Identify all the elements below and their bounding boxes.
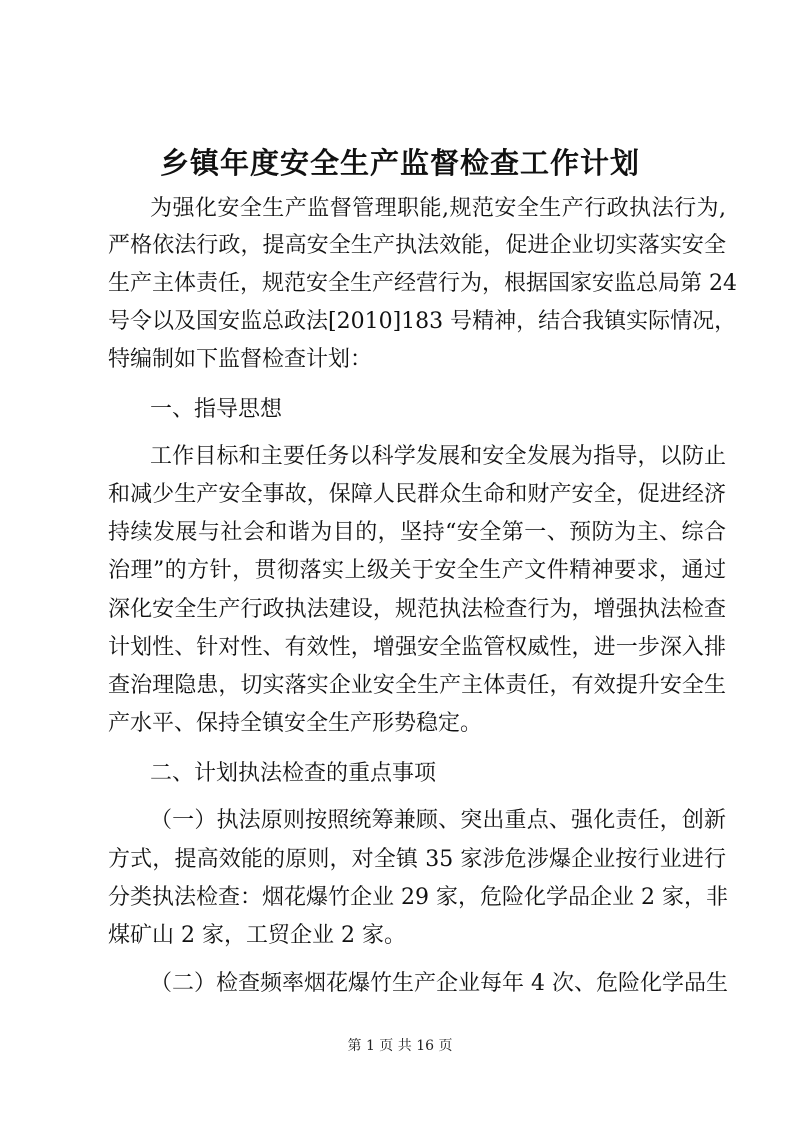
intro-line: 严格依法行政，提高安全生产执法效能，促进企业切实落实安全 xyxy=(108,233,726,258)
heading-2-line: 二、计划执法检查的重点事项 xyxy=(150,761,437,786)
guiding-ideology-line: 产水平、保持全镇安全生产形势稳定。 xyxy=(108,711,483,736)
intro-line: 号令以及国安监总政法[2010]183 号精神，结合我镇实际情况， xyxy=(108,309,737,334)
guiding-ideology-line: 治理”的方针，贯彻落实上级关于安全生产文件精神要求，通过 xyxy=(108,558,726,583)
guiding-ideology-line: 工作目标和主要任务以科学发展和安全发展为指导，以防止 xyxy=(150,444,726,469)
guiding-ideology-line: 和减少生产安全事故，保障人民群众生命和财产安全，促进经济 xyxy=(108,482,726,507)
intro-line: 生产主体责任，规范安全生产经营行为，根据国家安监总局第 24 xyxy=(108,271,737,296)
page-footer: 第 1 页 共 16 页 xyxy=(347,1038,453,1054)
document-title: 乡镇年度安全生产监督检查工作计划 xyxy=(159,146,640,180)
item-2-line: （二）检查频率烟花爆竹生产企业每年 4 次、危险化学品生 xyxy=(150,971,728,996)
intro-line: 为强化安全生产监督管理职能,规范安全生产行政执法行为, xyxy=(150,196,726,221)
intro-line: 特编制如下监督检查计划： xyxy=(108,347,373,372)
item-1-line: （一）执法原则按照统筹兼顾、突出重点、强化责任，创新 xyxy=(150,808,726,833)
item-1-line: 煤矿山 2 家，工贸企业 2 家。 xyxy=(108,923,406,948)
item-1-line: 分类执法检查：烟花爆竹企业 29 家，危险化学品企业 2 家，非 xyxy=(108,885,728,910)
heading-1-line: 一、指导思想 xyxy=(150,397,283,422)
guiding-ideology-line: 查治理隐患，切实落实企业安全生产主体责任，有效提升安全生 xyxy=(108,673,726,698)
guiding-ideology-line: 深化安全生产行政执法建设，规范执法检查行为，增强执法检查 xyxy=(108,597,726,622)
guiding-ideology-line: 持续发展与社会和谐为目的，坚持“安全第一、预防为主、综合 xyxy=(108,520,726,545)
guiding-ideology-line: 计划性、针对性、有效性，增强安全监管权威性，进一步深入排 xyxy=(108,635,726,660)
item-1-line: 方式，提高效能的原则，对全镇 35 家涉危涉爆企业按行业进行 xyxy=(108,847,726,872)
